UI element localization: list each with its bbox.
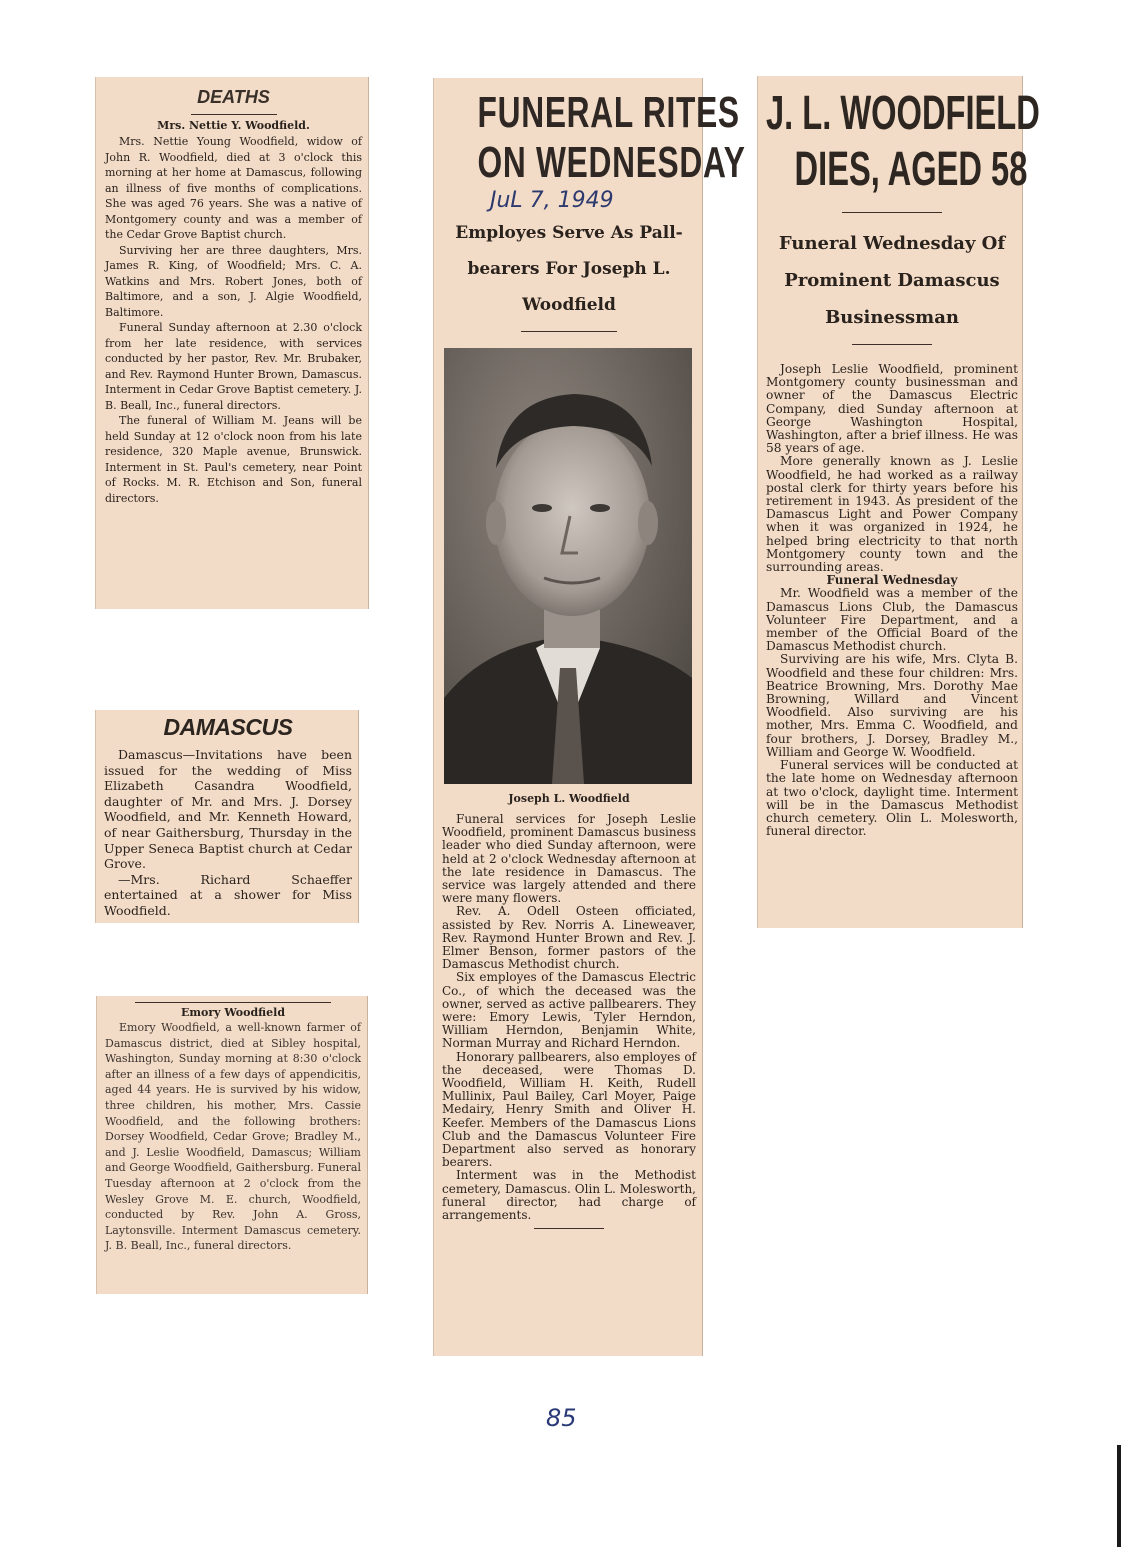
dies-paragraph: Funeral services will be conducted at the late home on Wednesday afternoon at two o'clock, daylight time. Interment will be in the Damascus Methodist church cemetery. Olin L. Molesworth, funeral director. bbox=[766, 758, 1018, 839]
dies-deck-line1: Funeral Wednesday Of bbox=[778, 233, 1006, 254]
rites-paragraph: Interment was in the Methodist cemetery, Damascus. Olin L. Molesworth, funeral director, had charge of arrangements. bbox=[442, 1168, 696, 1223]
emory-paragraph: Emory Woodfield, a well-known farmer of Damascus district, died at Sibley hospital, Washington, Sunday morning at 8:30 o'clock after an illness of a few days of appendicitis, aged 44 years. He is survived by his widow, three children, his mother, Mrs. Cassie Woodfield, and the following brothers: Dorsey Woodfield, Cedar Grove; Bradley M., and J. Leslie Woodfield, Damascus; William and George Woodfield, Gaithersburg. Funeral Tuesday afternoon at 2 o'clock from the Wesley Grove M. E. church, Woodfield, conducted by Rev. John A. Gross, Laytonsville. Interment Damascus cemetery. J. B. Beall, Inc., funeral directors. bbox=[105, 1021, 361, 1253]
rites-paragraph: Rev. A. Odell Osteen officiated, assisted by Rev. Norris A. Lineweaver, Rev. Raymond Hunter Brown and Rev. J. Elmer Benson, former pastors of the Damascus Methodist church. bbox=[442, 904, 696, 972]
damascus-paragraph: —Mrs. Richard Schaeffer entertained at a shower for Miss Woodfield. bbox=[104, 871, 352, 918]
handwritten-date: JuL 7, 1949 bbox=[490, 188, 614, 213]
deaths-subhead: Mrs. Nettie Y. Woodfield. bbox=[157, 119, 310, 132]
page-edge-shadow bbox=[1117, 1445, 1121, 1547]
rites-rule bbox=[521, 331, 617, 332]
damascus-paragraph: Damascus—Invitations have been issued for the wedding of Miss Elizabeth Casandra Woodfield, daughter of Mr. and Mrs. J. Dorsey Woodfield, and Mr. Kenneth Howard, of near Gaithersburg, Thursday in the Upper Seneca Baptist church at Cedar Grove. bbox=[104, 747, 352, 872]
dies-rule-lower bbox=[852, 344, 932, 345]
deaths-clipping bbox=[95, 77, 369, 609]
emory-woodfield-clipping bbox=[96, 996, 368, 1294]
rites-paragraph: Six employes of the Damascus Electric Co., of which the deceased was the owner, served as active pallbearers. They were: Emory Lewis, Tyler Herndon, William Herndon, Benjamin White, Norman Murray and Richard Herndon. bbox=[442, 970, 696, 1051]
damascus-header: DAMASCUS bbox=[163, 714, 293, 740]
rites-deck-line1: Employes Serve As Pall- bbox=[455, 223, 683, 243]
rites-deck-line2: bearers For Joseph L. bbox=[467, 259, 671, 279]
damascus-clipping bbox=[95, 710, 359, 923]
deaths-paragraph: Surviving her are three daughters, Mrs. James R. King, of Woodfield; Mrs. C. A. Watkins and Mrs. Robert Jones, both of Baltimore, and a son, J. Algie Woodfield, Baltimore. bbox=[105, 243, 362, 319]
page-number: 85 bbox=[546, 1404, 577, 1432]
deaths-header: DEATHS bbox=[197, 87, 270, 107]
dies-deck-line2: Prominent Damascus bbox=[784, 270, 1000, 291]
deaths-rule bbox=[191, 114, 277, 115]
emory-rule bbox=[135, 1002, 331, 1003]
dies-deck-line3: Businessman bbox=[825, 307, 959, 328]
dies-paragraph: More generally known as J. Leslie Woodfield, he had worked as a railway postal clerk for thirty years before his retirement in 1943. As president of the Damascus Light and Power Company when it was organized in 1924, he helped bring electricity to that north Montgomery county town and the surrounding areas. bbox=[766, 454, 1018, 575]
rites-paragraph: Funeral services for Joseph Leslie Woodfield, prominent Damascus business leader who died Sunday afternoon, were held at 2 o'clock Wednesday afternoon at the late residence in Damascus. The service was largely attended and there were many flowers. bbox=[442, 812, 696, 906]
rites-deck-line3: Woodfield bbox=[522, 295, 616, 315]
dies-paragraph: Surviving are his wife, Mrs. Clyta B. Woodfield and these four children: Mrs. Beatrice Browning, Mrs. Dorothy Mae Browning, Willard and Vincent Woodfield. Also surviving are his mother, Mrs. Emma C. Woodfield, and four brothers, J. Dorsey, Bradley M., William and George W. Woodfield. bbox=[766, 652, 1018, 759]
portrait-image bbox=[444, 348, 692, 784]
deaths-paragraph: Mrs. Nettie Young Woodfield, widow of John R. Woodfield, died at 3 o'clock this morning at her home at Damascus, following an illness of five months of complications. She was aged 76 years. She was a native of Montgomery county and was a member of the Cedar Grove Baptist church. bbox=[105, 135, 362, 241]
portrait-photo bbox=[444, 348, 692, 784]
dies-headline-line1: J. L. WOODFIELD bbox=[766, 87, 1040, 140]
woodfield-dies-clipping bbox=[757, 76, 1040, 928]
emory-subhead: Emory Woodfield bbox=[180, 1006, 286, 1019]
rites-end-rule bbox=[534, 1228, 604, 1229]
rites-paragraph: Honorary pallbearers, also employes of the deceased, were Thomas D. Woodfield, William H. Keith, Rudell Mullinix, Paul Bailey, Carl Moyer, Paige Medairy, Henry Smith and Oliver H. Keefer. Members of the Damascus Lions Club and the Damascus Volunteer Fire Department also served as honorary bearers. bbox=[442, 1049, 696, 1170]
dies-headline-line2: DIES, AGED 58 bbox=[794, 143, 1028, 196]
dies-subhead: Funeral Wednesday bbox=[826, 573, 958, 588]
deaths-paragraph: The funeral of William M. Jeans will be held Sunday at 12 o'clock noon from his late residence, 320 Maple avenue, Brunswick. Interment in St. Paul's cemetery, near Point of Rocks. M. R. Etchison and Son, funeral directors. bbox=[105, 414, 362, 505]
dies-paragraph: Mr. Woodfield was a member of the Damascus Lions Club, the Damascus Volunteer Fire Department, and a member of the Official Board of the Damascus Methodist church. bbox=[766, 586, 1018, 654]
dies-rule bbox=[842, 212, 942, 213]
rites-headline-line1: FUNERAL RITES bbox=[477, 88, 740, 137]
photo-caption: Joseph L. Woodfield bbox=[508, 792, 630, 805]
rites-headline-line2: ON WEDNESDAY bbox=[477, 138, 746, 187]
funeral-rites-clipping bbox=[433, 78, 746, 1356]
dies-paragraph: Joseph Leslie Woodfield, prominent Montgomery county businessman and owner of the Damascus Electric Company, died Sunday afternoon at George Washington Hospital, Washington, after a brief illness. He was 58 years of age. bbox=[766, 362, 1018, 456]
deaths-paragraph: Funeral Sunday afternoon at 2.30 o'clock from her late residence, with services conducted by her pastor, Rev. Mr. Brubaker, and Rev. Raymond Hunter Brown, Damascus. Interment in Cedar Grove Baptist cemetery. J. B. Beall, Inc., funeral directors. bbox=[105, 321, 362, 412]
